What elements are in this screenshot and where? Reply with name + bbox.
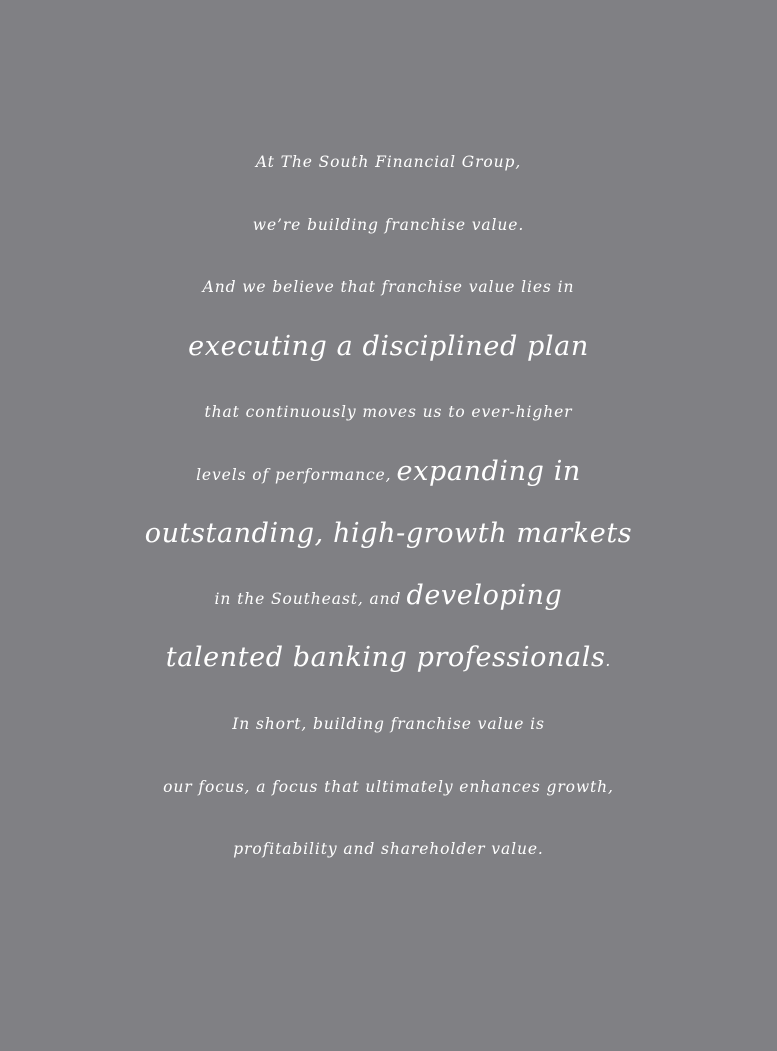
statement-line-9-period: . <box>605 652 612 670</box>
statement-line-6 <box>0 456 777 487</box>
statement-line-11: our focus, a focus that ultimately enhances growth, <box>163 778 614 796</box>
statement-line-5: that continuously moves us to ever-higher <box>204 403 573 421</box>
statement-line-8-text: in the Southeast, and <box>214 590 402 608</box>
statement-line-8 <box>0 580 777 611</box>
statement-line-12: profitability and shareholder value. <box>233 840 544 858</box>
statement-line-10: In short, building franchise value is <box>232 715 545 733</box>
statement-line-7-emphasis: outstanding, high-growth markets <box>144 518 633 549</box>
statement-line-9 <box>0 642 777 673</box>
statement-line-4-emphasis: executing a disciplined plan <box>188 331 589 362</box>
statement-line-6-emphasis: expanding in <box>396 456 581 487</box>
statement-line-6-text: levels of performance, <box>196 466 392 484</box>
statement-line-8-emphasis: developing <box>406 580 563 611</box>
statement-line-9-emphasis: talented banking professionals <box>165 642 606 673</box>
statement-line-3: And we believe that franchise value lies in <box>202 278 575 296</box>
statement-line-1: At The South Financial Group, <box>255 153 522 171</box>
statement-line-2: we’re building franchise value. <box>252 216 525 234</box>
